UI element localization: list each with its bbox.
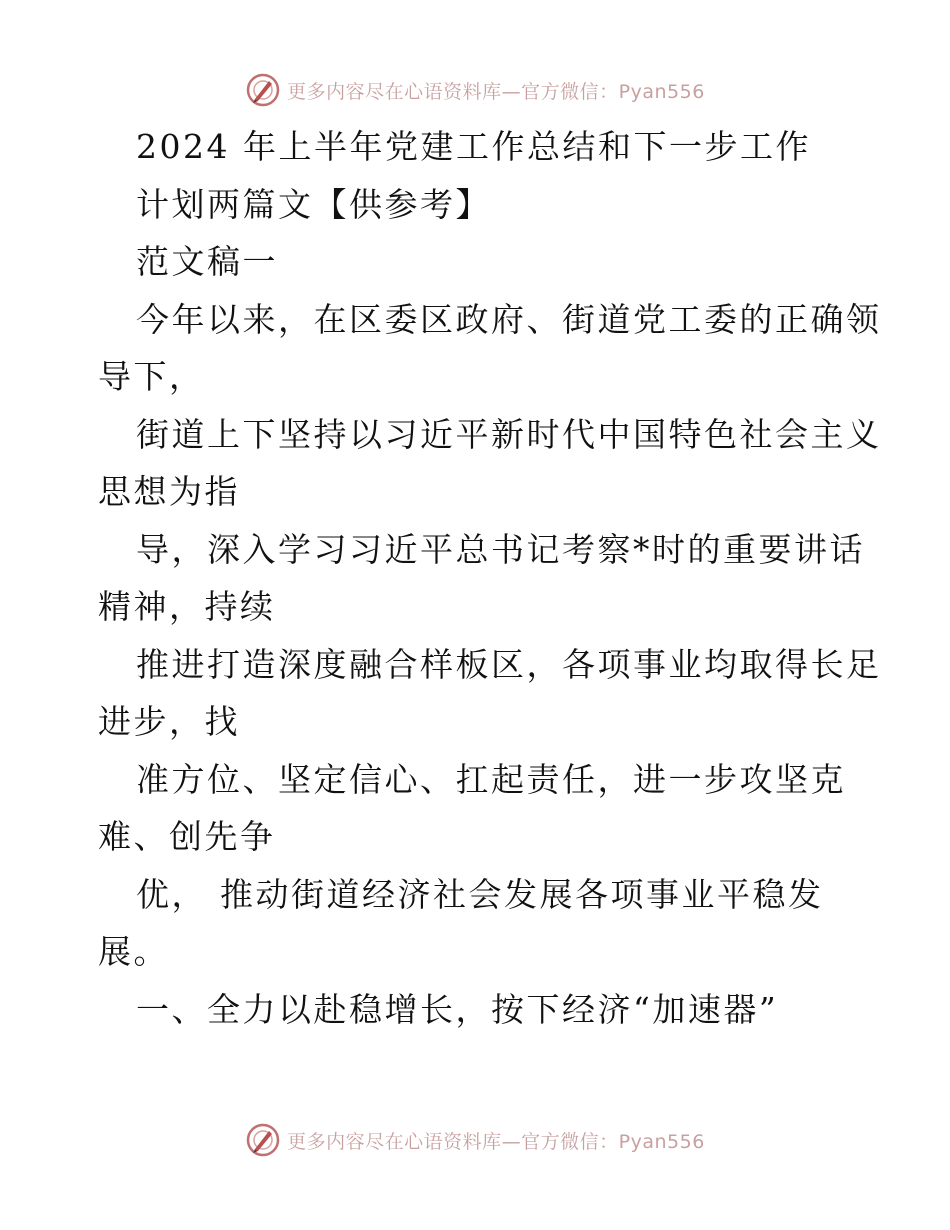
section-title: 范文稿一 xyxy=(136,242,278,281)
paragraph-line: 展。 xyxy=(98,932,169,971)
paragraph-line: 精神，持续 xyxy=(98,587,276,626)
heading-1: 一、全力以赴稳增长，按下经济“加速器” xyxy=(136,989,779,1029)
paragraph-line: 难、创先争 xyxy=(98,817,276,856)
paragraph-line: 今年以来，在区委区政府、街道党工委的正确领 xyxy=(136,299,882,339)
paragraph-line: 思想为指 xyxy=(98,472,240,511)
paragraph-line: 街道上下坚持以习近平新时代中国特色社会主义 xyxy=(136,414,882,454)
document-body xyxy=(98,118,882,1038)
pen-seal-icon xyxy=(245,72,281,108)
paragraph-line: 导下， xyxy=(98,357,205,396)
doc-title-line-1: 2024 年上半年党建工作总结和下一步工作 xyxy=(136,127,811,166)
watermark-text: 更多内容尽在心语资料库—官方微信：Pyan556 xyxy=(287,80,705,103)
watermark-text: 更多内容尽在心语资料库—官方微信：Pyan556 xyxy=(287,1130,705,1153)
paragraph-line: 进步，找 xyxy=(98,702,240,741)
doc-title-line-2: 计划两篇文【供参考】 xyxy=(136,184,491,224)
footer-watermark xyxy=(0,1118,950,1162)
paragraph-line: 准方位、坚定信心、扛起责任，进一步攻坚克 xyxy=(136,759,846,799)
header-watermark xyxy=(0,68,950,112)
pen-seal-icon xyxy=(245,1122,281,1158)
paragraph-line: 推进打造深度融合样板区，各项事业均取得长足 xyxy=(136,644,882,684)
paragraph-line: 优， 推动街道经济社会发展各项事业平稳发 xyxy=(136,874,824,914)
paragraph-line: 导，深入学习习近平总书记考察*时的重要讲话 xyxy=(136,529,865,569)
